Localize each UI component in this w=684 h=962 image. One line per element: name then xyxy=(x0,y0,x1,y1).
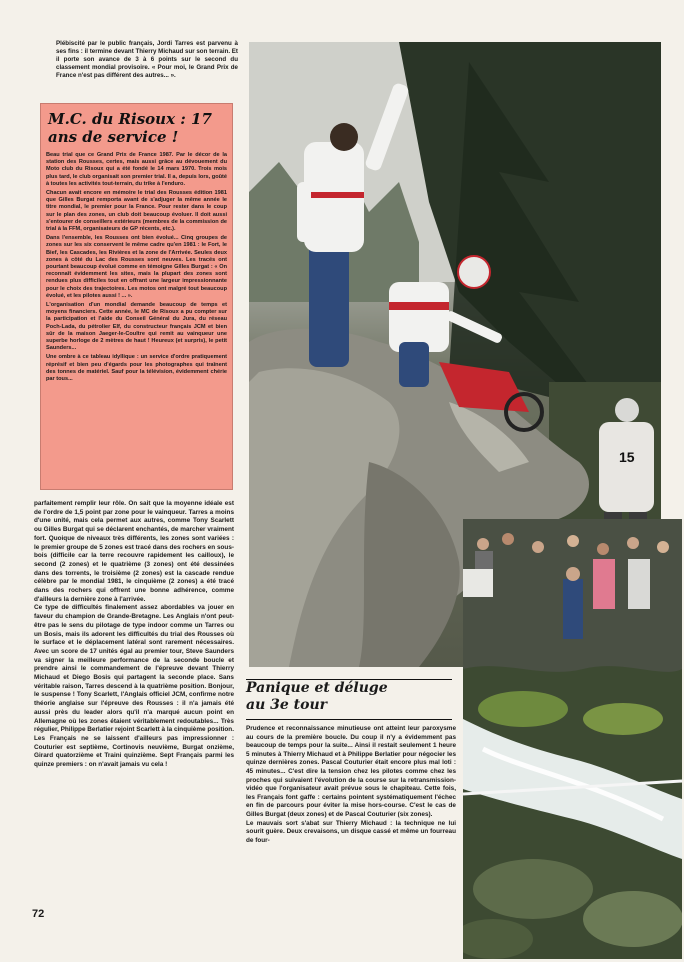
section-heading-line: Panique et déluge xyxy=(246,680,388,696)
club-paragraph: L'organisation d'un mondial demande beaucoup de temps et moyens financiers. Cette année, le MC de Risoux a pu compter sur la participation et l'aide du Conseil Général du Jura, du réseau Poch-Lada, du pétrolier Elf, du constructeur français JCM et bien sûr de la maison Jaeger-le-Coultre qui remit au vainqueur une superbe horloge de 2 mètres de haut ! Heureux (et surpris), le petit Saunders... xyxy=(46,302,227,352)
section-body xyxy=(246,725,456,845)
intro-paragraph: Plébiscité par le public français, Jordi Tarres est parvenu à ses fins : il termine devant Thierry Michaud sur son terrain. Et il porte son avance de 3 à 6 points sur le second du classement mondial provisoire. « Pour moi, le Grand Prix de France n'est pas différent des autres... ». xyxy=(56,40,238,80)
cascade-illustration xyxy=(463,519,682,959)
section-heading-line: au 3e tour xyxy=(246,697,328,713)
club-sidebar-title: M.C. du Risoux : 17 ans de service ! xyxy=(48,110,212,146)
club-paragraph: Une ombre à ce tableau idyllique : un service d'ordre pratiquement réprésif et bien peu d'égards pour les photographes qui traînent des tonnes de matériel. Sauf pour la télévision, évidemment chérie par tous... xyxy=(46,354,227,383)
observer-number: 15 xyxy=(619,449,635,465)
club-paragraph: Dans l'ensemble, les Rousses ont bien évolué... Cinq groupes de zones sur les six conservent le même cadre qu'en 1981 : le Fort, le Bief, les Cascades, les Rivières et la zone de l'Arrivée. Seules deux zones à côté du Lac des Rousses sont neuves. Les tracés ont pourtant beaucoup évolué comme en témoigne Gilles Burgat : « On reconnaît évidemment les sites, mais la plupart des zones sont rendues plus difficiles tout en offrant une largeur impressionnante pour le choix des trajectoires. Les motos ont malgré tout beaucoup évolué, et les pilotes aussi ! ... ». xyxy=(46,235,227,299)
article-paragraph: Ce type de difficultés finalement assez abordables va jouer en faveur du champion de Grande-Bretagne. Les Anglais n'ont peut-être pas le sens du pilotage de type indoor comme un Tarres ou un Bosis, mais ils adorent les difficultés du trial des Rousses où le surface et le déplacement latéral sont rarement nécessaires. Avec un score de 17 unités égal au premier tour, Steve Saunders va signer la meilleure performance de la seconde boucle et prendre ainsi le commandement de l'épreuve devant Thierry Michaud et Diego Bosis qui partagent la seconde place. Sans véritable raison, Tarres descend à la quatrième position. Bonjour, le suspense ! Tony Scarlett, l'Anglais officiel JCM, confirme notre théorie anglaise sur l'épreuve des Rousses : il n'a jamais été aussi près du leader alors qu'il n'a marqué aucun point en Allemagne où les zones étaient véritablement redoutables... Très régulier, Philippe Berlatier rejoint Scarlett à la cinquième position. Les Français ne se laissent d'ailleurs pas impressionner : Couturier est septième, Cortinovis neuvième, Burgat onzième, Girard quatorzième et Traini quinzième. Sept Français parmi les quinze premiers : on n'avait jamais vu cela ! xyxy=(34,604,234,769)
article-paragraph: parfaitement remplir leur rôle. On sait que la moyenne idéale est de l'ordre de 1,5 point par zone pour le vainqueur. Tarres a moins d'une unité, mais cela permet aux autres, comme Tony Scarlett ou Gilles Burgat qui se déclarent enchantés, de marcher vraiment fort. Quoique de niveaux très différents, les zones sont variées : le premier groupe de 5 zones est tracé dans des rochers en sous-bois (difficile car la terre recouvre rapidement les cailloux), le second (2 zones) et le quatrième (3 zones) ont été dessinées dans des torrents, le troisième (2 zones) est la cascade rendue célèbre par le mondial 1981, le cinquième (2 zones) a été tracé dans des rochers qui offrent une bonne adhérence, comme d'ailleurs la dernière zone à l'arrivée. xyxy=(34,500,234,603)
article-paragraph: Le mauvais sort s'abat sur Thierry Michaud : la technique ne lui sourit guère. Deux crevaisons, un disque cassé et même un fourreau de four- xyxy=(246,819,456,844)
section-heading xyxy=(246,680,446,714)
article-left-column xyxy=(34,500,234,770)
club-paragraph: Beau trial que ce Grand Prix de France 1987. Par le décor de la station des Rousses, certes, mais aussi grâce au dévouement du Moto club du Risoux qui a été fondé le 14 mars 1970. Trois mois plus tard, le club organisait son premier trial. Il a, depuis lors, goûté à toutes les activités tout-terrain, du trike à l'enduro. xyxy=(46,152,227,187)
club-paragraph: Chacun avait encore en mémoire le trial des Rousses édition 1981 que Gilles Burgat remporta avant de s'adjuger la même année le titre mondial, le premier pour la France. Pour rester dans le coup sur le plan des zones, un club doit beaucoup évoluer. Il doit aussi s'entourer de conseillers extérieurs (membres de la commission de trial à la FFM, organisateurs de GP récents, etc.). xyxy=(46,190,227,233)
article-paragraph: Prudence et reconnaissance minutieuse ont atteint leur paroxysme au cours de la première boucle. Du coup il n'y a évidemment pas beaucoup de temps pour la suite... Ainsi il restait seulement 1 heure 5 minutes à Thierry Michaud et à Philippe Berlatier pour négocier les quinze dernières zones. Pascal Couturier était encore plus mal loti : 45 minutes... C'est dire la tension chez les pilotes comme chez les proches qui suivaient l'évolution de la course sur la retransmission-vidéo que l'organisateur avait prévue sous le chapiteau. Cette fois, les Français font gaffe : certains pointent systématiquement l'échec en fin de parcours pour éviter la mise hors-course. C'est le cas de Gilles Burgat (deux zones) et de Pascal Couturier (six zones). xyxy=(246,725,456,818)
club-sidebar-body xyxy=(46,152,227,383)
page-number: 72 xyxy=(32,908,45,920)
club-sidebar xyxy=(40,103,233,490)
heading-rule-bottom xyxy=(246,719,452,720)
cascade-crowd-photo xyxy=(463,519,682,959)
